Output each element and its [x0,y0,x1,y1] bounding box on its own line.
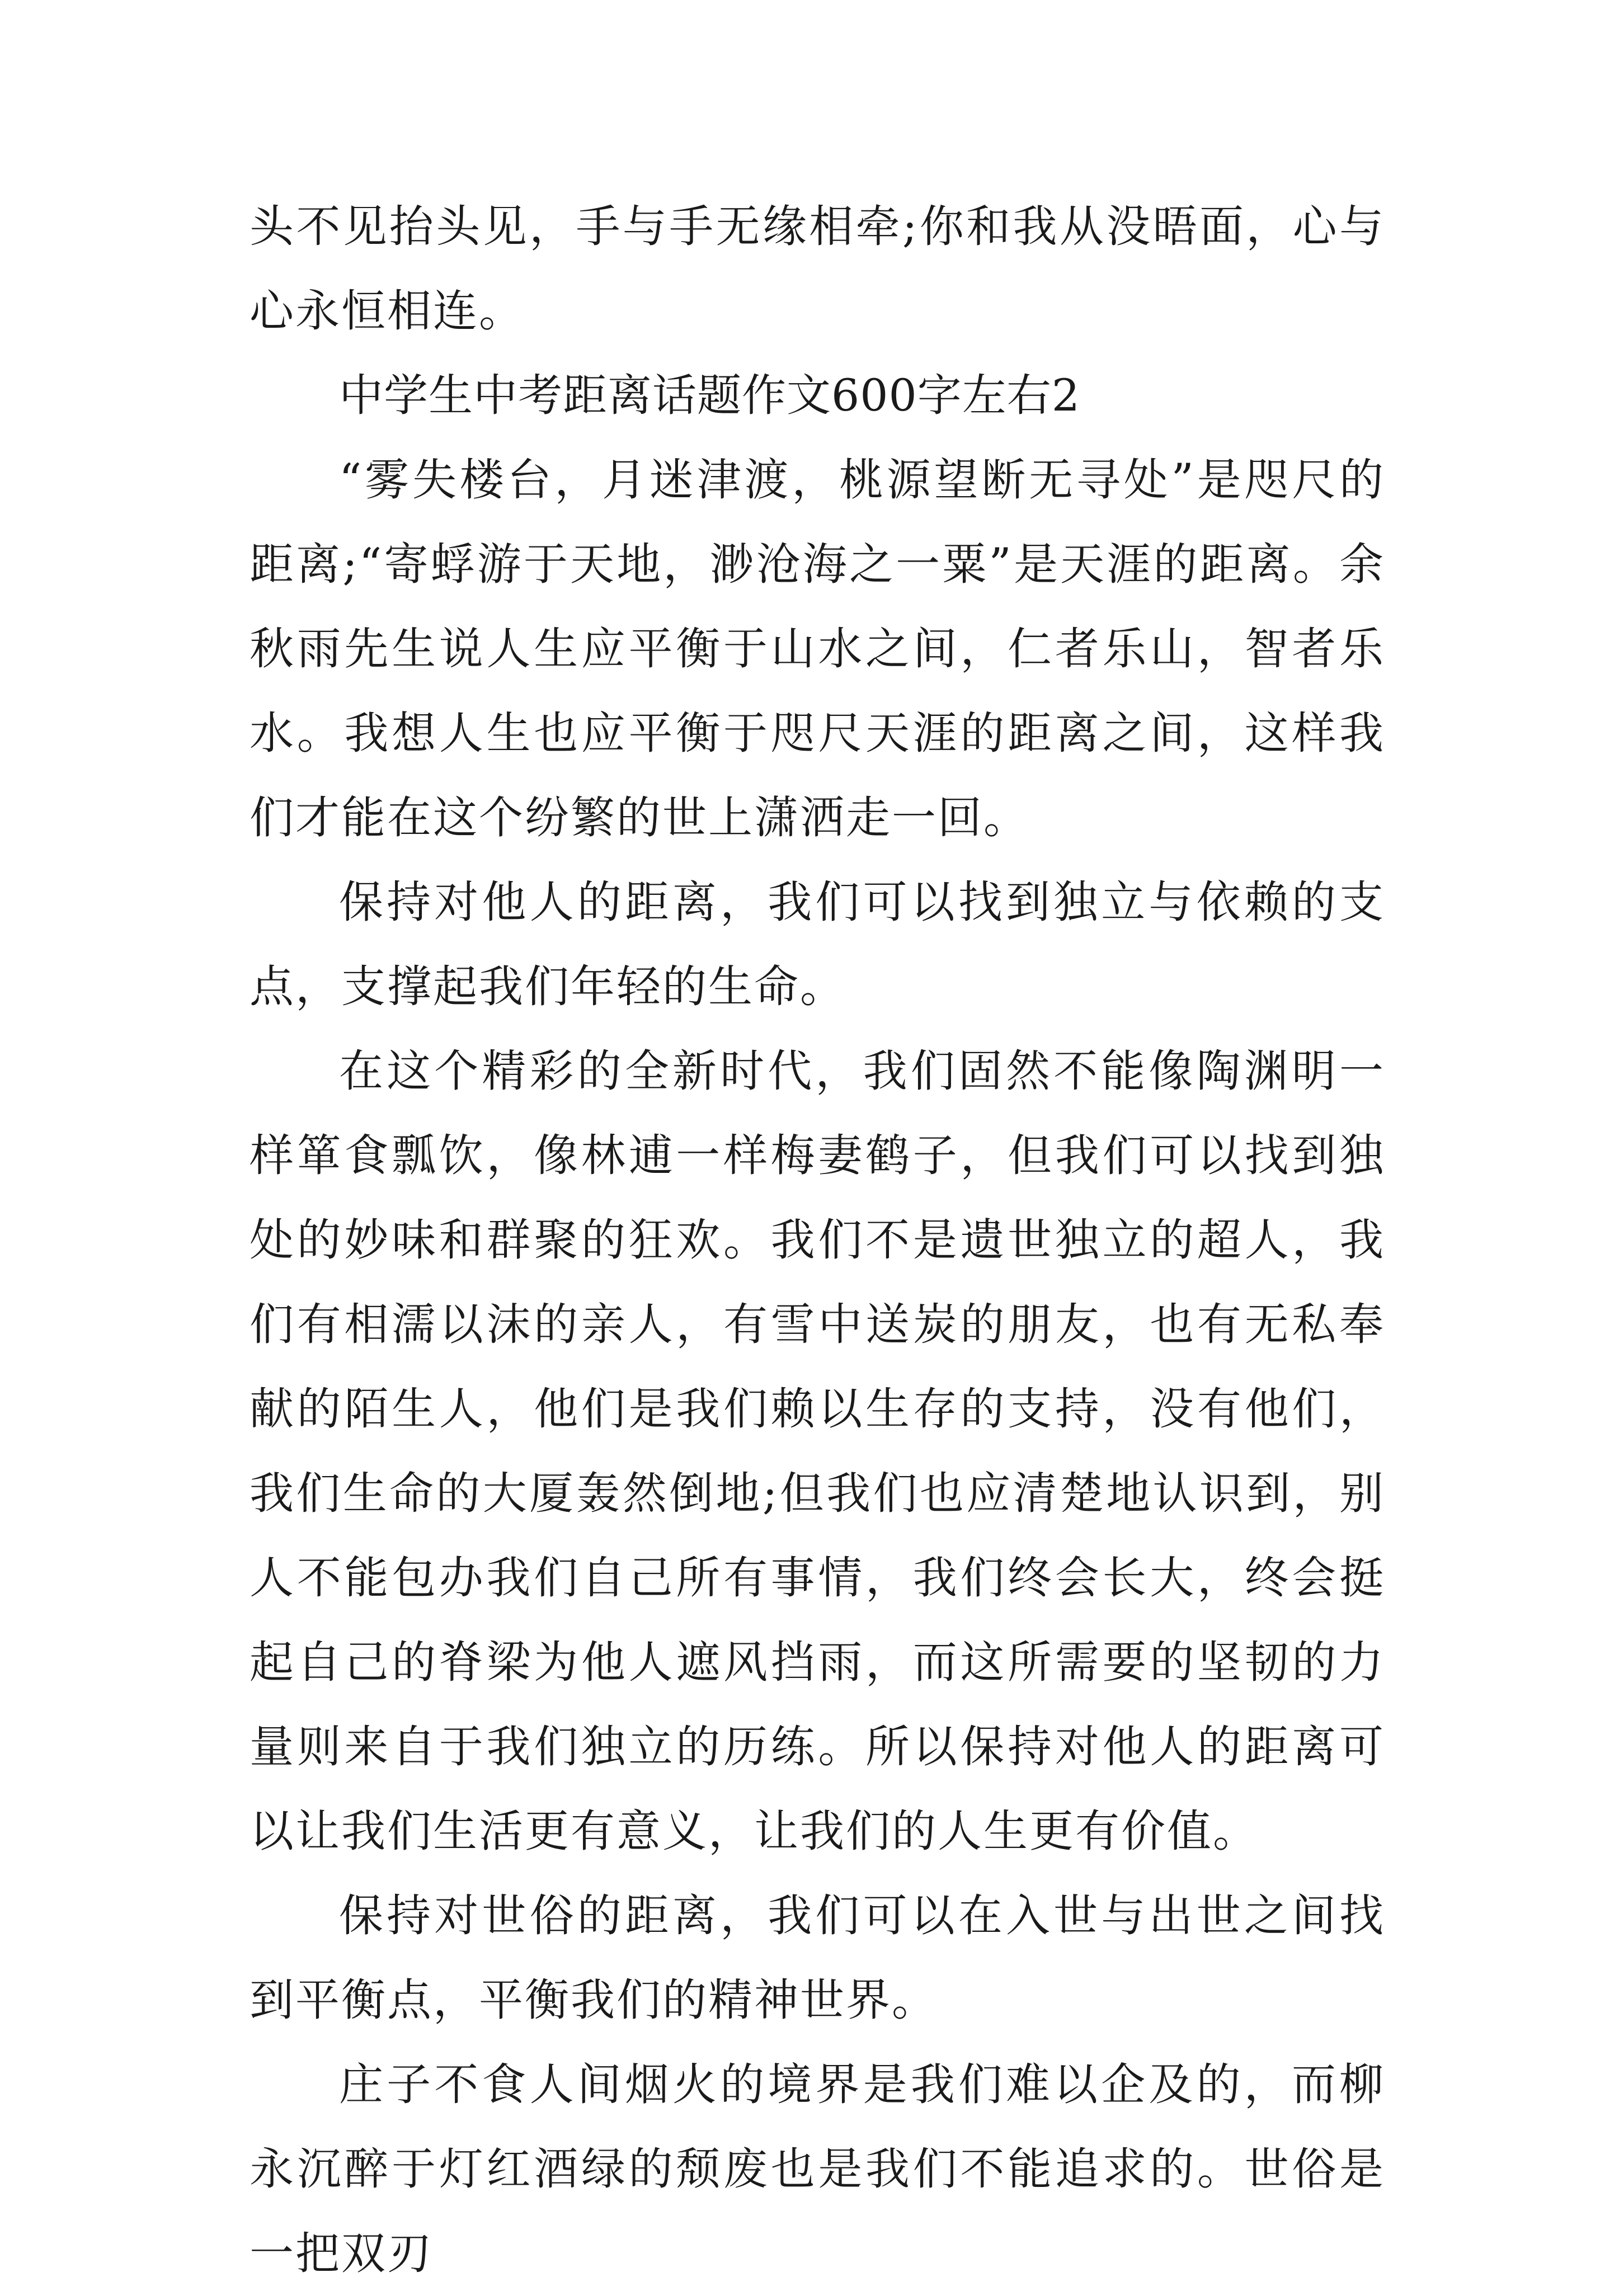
paragraph: “雾失楼台，月迷津渡，桃源望断无寻处”是咫尺的距离;“寄蜉游于天地，渺沧海之一粟”是天涯的距离。余秋雨先生说人生应平衡于山水之间，仁者乐山，智者乐水。我想人生也应平衡于咫尺天涯的距离之间，这样我们才能在这个纷繁的世上潇洒走一回。 [250,454,1385,843]
essay-heading: 中学生中考距离话题作文600字左右2 [339,370,1081,421]
paragraph: 保持对世俗的距离，我们可以在入世与出世之间找到平衡点，平衡我们的精神世界。 [250,1890,1385,2026]
paragraph: 庄子不食人间烟火的境界是我们难以企及的，而柳永沉醉于灯红酒绿的颓废也是我们不能追求的。世俗是一把双刃 [250,2059,1385,2279]
document-body [250,185,1385,2296]
paragraph: 在这个精彩的全新时代，我们固然不能像陶渊明一样箪食瓢饮，像林逋一样梅妻鹤子，但我们可以找到独处的妙味和群聚的狂欢。我们不是遗世独立的超人，我们有相濡以沫的亲人，有雪中送炭的朋友，也有无私奉献的陌生人，他们是我们赖以生存的支持，没有他们，我们生命的大厦轰然倒地;但我们也应清楚地认识到，别人不能包办我们自己所有事情，我们终会长大，终会挺起自己的脊梁为他人遮风挡雨，而这所需要的坚韧的力量则来自于我们独立的历练。所以保持对他人的距离可以让我们生活更有意义，让我们的人生更有价值。 [250,1045,1385,1857]
paragraph: 保持对他人的距离，我们可以找到独立与依赖的支点，支撑起我们年轻的生命。 [250,876,1385,1012]
paragraph-continuation: 头不见抬头见，手与手无缘相牵;你和我从没晤面，心与心永恒相连。 [250,201,1385,337]
